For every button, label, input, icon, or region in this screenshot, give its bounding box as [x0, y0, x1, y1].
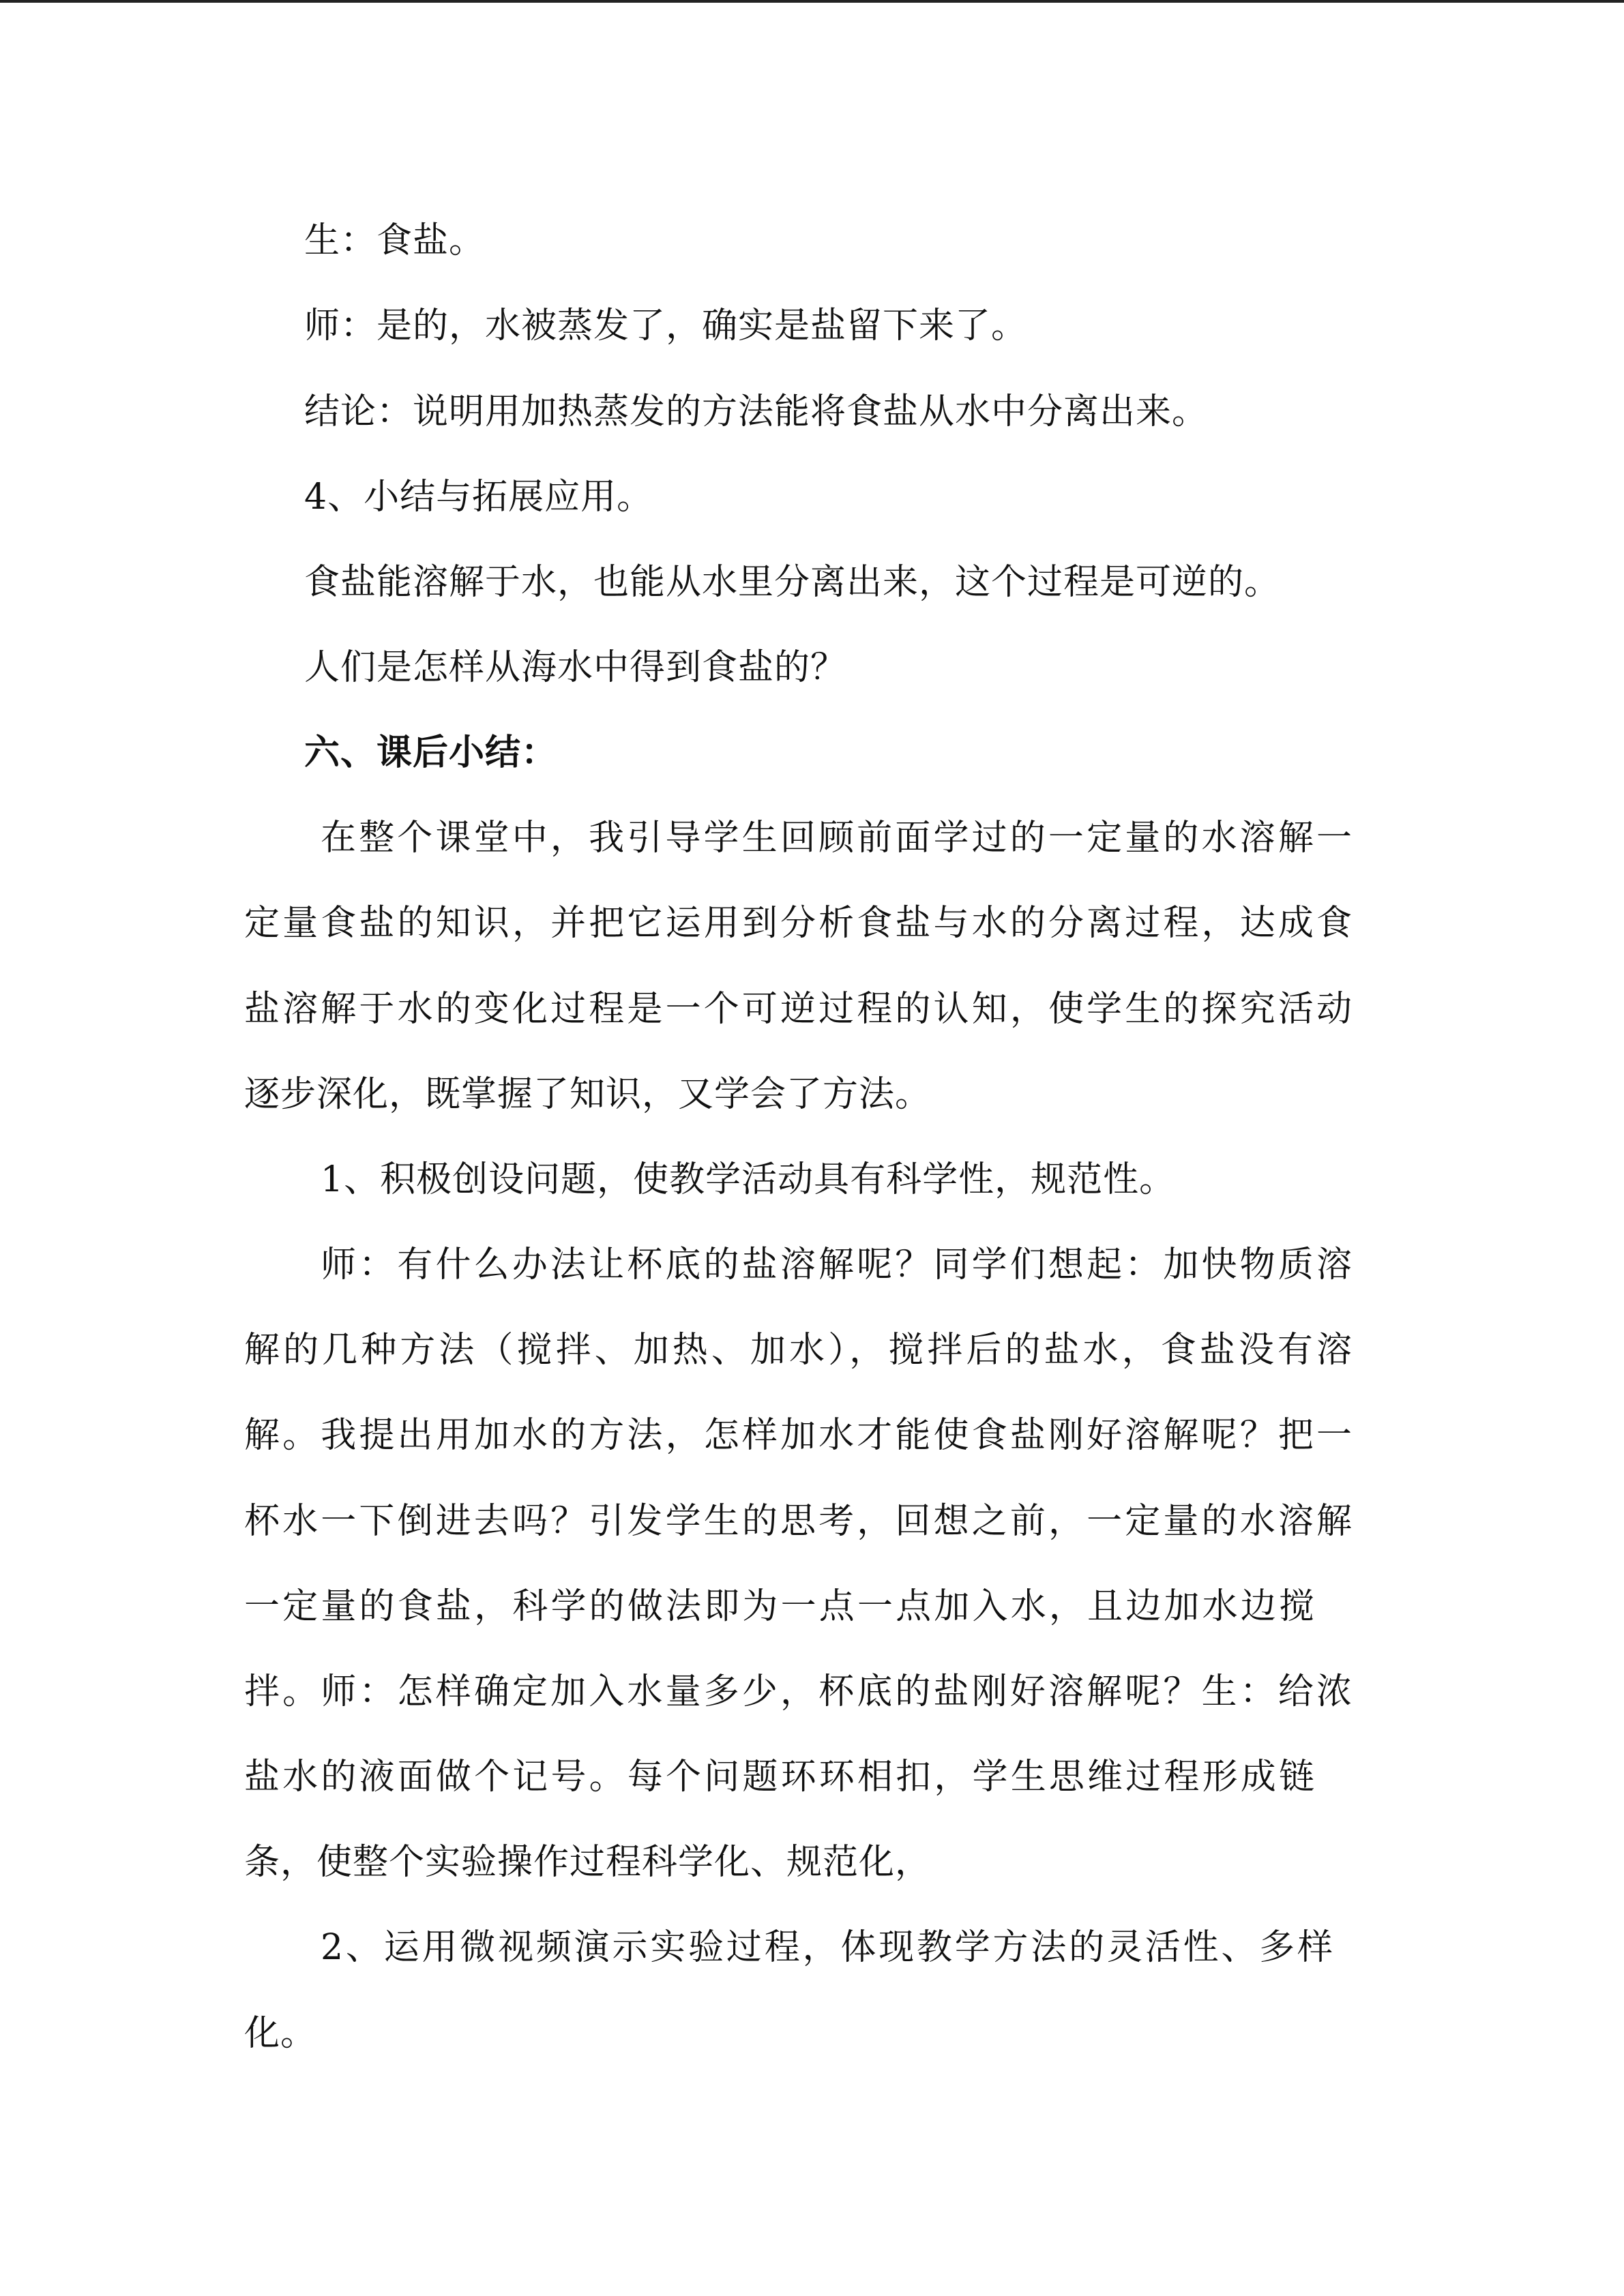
paragraph-line: 在整个课堂中，我引导学生回顾前面学过的一定量的水溶解一 — [321, 818, 1353, 859]
paragraph-line: 逐步深化，既掌握了知识，又学会了方法。 — [244, 1074, 932, 1115]
dialogue-teacher-evaporation: 师：是的，水被蒸发了，确实是盐留下来了。 — [304, 305, 1028, 346]
paragraph-line: 条，使整个实验操作过程科学化、规范化， — [244, 1842, 932, 1883]
point-1-heading: 1、积极创设问题，使教学活动具有科学性，规范性。 — [321, 1159, 1176, 1200]
paragraph-line: 杯水一下倒进去吗？引发学生的思考，回想之前，一定量的水溶解 — [244, 1501, 1353, 1542]
paragraph-line: 一定量的食盐，科学的做法即为一点一点加入水，且边加水边搅 — [244, 1586, 1315, 1627]
paragraph-line: 解。我提出用加水的方法，怎样加水才能使食盐刚好溶解呢？把一 — [244, 1415, 1353, 1456]
dialogue-student-salt: 生：食盐。 — [304, 220, 486, 261]
paragraph-line: 盐溶解于水的变化过程是一个可逆过程的认知，使学生的探究活动 — [244, 989, 1353, 1030]
paragraph-line: 拌。师：怎样确定加入水量多少，杯底的盐刚好溶解呢？生：给浓 — [244, 1671, 1353, 1712]
section-heading-after-class-summary: 六、课后小结： — [304, 732, 558, 773]
conclusion-line: 结论：说明用加热蒸发的方法能将食盐从水中分离出来。 — [304, 391, 1209, 432]
question-sea-salt: 人们是怎样从海水中得到食盐的？ — [304, 647, 847, 688]
paragraph-line: 化。 — [244, 2013, 317, 2054]
point-2-heading: 2、运用微视频演示实验过程，体现教学方法的灵活性、多样 — [321, 1927, 1333, 1968]
reversible-process-line: 食盐能溶解于水，也能从水里分离出来，这个过程是可逆的。 — [304, 562, 1281, 603]
paragraph-line: 盐水的液面做个记号。每个问题环环相扣，学生思维过程形成链 — [244, 1757, 1315, 1798]
section-summary-extension: 4、小结与拓展应用。 — [304, 477, 653, 518]
paragraph-line: 定量食盐的知识，并把它运用到分析食盐与水的分离过程，达成食 — [244, 903, 1353, 944]
paragraph-line: 师：有什么办法让杯底的盐溶解呢？同学们想起：加快物质溶 — [321, 1244, 1353, 1285]
paragraph-line: 解的几种方法（搅拌、加热、加水），搅拌后的盐水，食盐没有溶 — [244, 1330, 1353, 1371]
